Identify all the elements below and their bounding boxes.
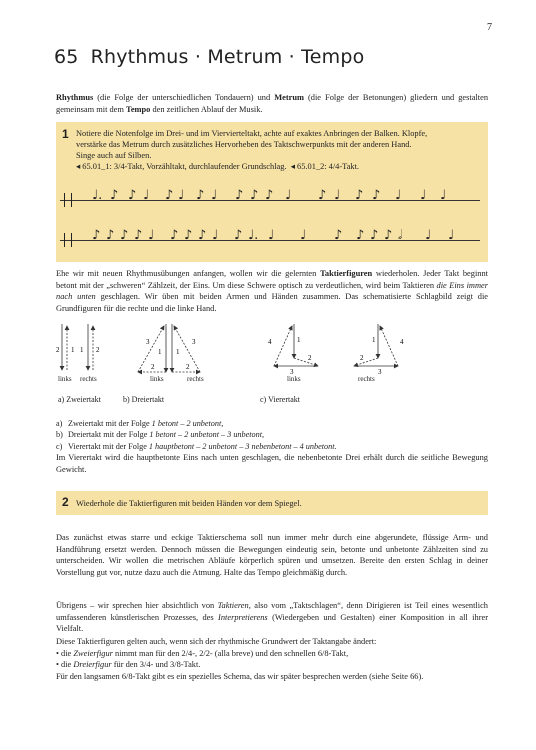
- intro-text-2: (die Folge der Betonungen) gliedern und gestalten gemeinsam mit dem: [56, 93, 489, 114]
- vierertakt-left-diagram: [268, 324, 318, 376]
- svg-text:1: 1: [71, 346, 75, 354]
- taktierfiguren-paragraph: Ehe wir mit neuen Rhythmusübungen anfangen, wollen wir die gelernten Taktierfiguren wiederholen. Jeder Takt beginnt betont mit der „schweren“ Zählzeit, der Eins. Um diese Schwere optisch zu verdeutlichen, wird beim Taktieren die Eins immer nach unten geschlagen. Wir üben mit beiden Armen und Händen zusammen. Das schematisierte Schlagbild zeigt die Grundfiguren für die rechte und die linke Hand.: [56, 269, 488, 313]
- vierertakt-paragraph: Im Vierertakt wird die hauptbetonte Eins nach unten geschlagen, die nebenbetonte Drei erhält durch die seitliche Bewegung Gewicht.: [56, 453, 488, 474]
- list-item: • die Dreierfigur für den 3/4- und 3/8-Takt.: [56, 660, 201, 670]
- conducting-diagrams: [56, 318, 488, 388]
- audio-reference-2[interactable]: ◂ 65.01_2: 4/4-Takt.: [290, 162, 360, 171]
- taktierschema-paragraph: Das zunächst etwas starre und eckige Taktierschema soll nun immer mehr durch eine abgerundete, flüssige Arm- und Handführung ersetzt werden. Dennoch müssen die Bewegungen eindeutig sein, betonte und unbetonte Zählzeiten sind zu unterscheiden. Wir wollen die metrischen Abläufe körperlich spüren und umsetzen. Bereite den ersten Schlag in deiner Vorstellung gut vor, nutze dazu auch die Atmung. Halte das Tempo gleichmäßig durch.: [56, 533, 488, 577]
- exercise-2-box: [56, 491, 488, 515]
- svg-text:2: 2: [56, 346, 60, 354]
- percussion-clef-icon: [64, 233, 72, 247]
- svg-text:2: 2: [186, 363, 190, 371]
- svg-text:4: 4: [400, 338, 404, 346]
- svg-text:3: 3: [192, 338, 196, 346]
- svg-text:3: 3: [290, 368, 294, 376]
- exercise-1-line: verstärke das Metrum durch zusätzliches Hervorheben des Taktschwerpunkts mit der anderen Hand.: [76, 140, 412, 149]
- term-rhythmus: Rhythmus: [56, 93, 94, 102]
- svg-text:2: 2: [151, 363, 155, 371]
- exercise-number: 2: [62, 495, 69, 509]
- label-rechts: rechts: [80, 375, 97, 383]
- term-metrum: Metrum: [274, 93, 304, 102]
- audio-reference-1[interactable]: ◂ 65.01_1: 3/4-Takt, Vorzähltakt, durchlaufender Grundschlag.: [76, 162, 287, 171]
- label-links: links: [287, 375, 301, 383]
- svg-text:2: 2: [96, 346, 100, 354]
- exercise-2-text: Wiederhole die Taktierfiguren mit beiden Händen vor dem Spiegel.: [76, 499, 302, 508]
- svg-text:1: 1: [297, 336, 301, 344]
- page-number: 7: [487, 22, 492, 33]
- chapter-number: 65: [54, 46, 79, 68]
- svg-text:2: 2: [308, 354, 312, 362]
- svg-text:1: 1: [372, 336, 376, 344]
- svg-text:4: 4: [268, 338, 272, 346]
- exercise-number: 1: [62, 127, 69, 141]
- svg-text:1: 1: [80, 346, 84, 354]
- caption-vierertakt: c) Vierertakt: [260, 395, 301, 404]
- intro-paragraph: [56, 92, 488, 115]
- percussion-clef-icon: [64, 193, 72, 207]
- exercise-1-text: [76, 128, 482, 172]
- list-item: b) Dreiertakt mit der Folge 1 betont – 2 unbetont – 3 unbetont,: [56, 430, 265, 440]
- svg-text:1: 1: [158, 348, 162, 356]
- label-rechts: rechts: [358, 375, 375, 383]
- caption-zweiertakt: a) Zweiertakt: [58, 395, 101, 404]
- intro-text-3: den zeitlichen Ablauf der Musik.: [150, 104, 263, 114]
- intro-text-1: (die Folge der unterschiedlichen Tondauern) und: [93, 93, 275, 102]
- dreiertakt-diagram: [138, 324, 200, 372]
- grundwert-paragraph: Diese Taktierfiguren gelten auch, wenn sich der rhythmische Grundwert der Taktangabe ändert: • die Zweierfigur nimmt man für den 2/4-, 2/2- (alla breve) und den schnellen 6/8-Takt, • die Dreierfigur für den 3/4- und 3/8-Takt. Für den langsamen 6/8-Takt gibt es ein spezielles Schema, das wir später besprechen werden (siehe Seite 66).: [56, 636, 488, 682]
- zweiertakt-diagram: [56, 324, 100, 370]
- exercise-1-line: Singe auch auf Silben.: [76, 151, 152, 160]
- list-item: a) Zweiertakt mit der Folge 1 betont – 2 unbetont,: [56, 419, 224, 428]
- exercise-1-line: Notiere die Notenfolge im Drei- und im Viervierteltakt, achte auf exaktes Anbringen der Balken. Klopfe,: [76, 129, 428, 138]
- list-item: • die Zweierfigur nimmt man für den 2/4-, 2/2- (alla breve) und den schnellen 6/8-Takt,: [56, 648, 349, 658]
- svg-text:2: 2: [360, 354, 364, 362]
- label-links: links: [58, 375, 72, 383]
- list-item: c) Vierertakt mit der Folge 1 hauptbetont – 2 unbetont – 3 nebenbetont – 4 unbetont.: [56, 441, 337, 451]
- label-rechts: rechts: [187, 375, 204, 383]
- svg-text:3: 3: [378, 368, 382, 376]
- chapter-title: Rhythmus · Metrum · Tempo: [90, 46, 365, 68]
- page-title: [54, 46, 364, 68]
- term-tempo: Tempo: [126, 104, 151, 114]
- taktieren-paragraph: Übrigens – wir sprechen hier absichtlich von Taktieren, also vom „Taktschlagen“, denn Dirigieren ist Teil eines wesentlich umfassenderen künstlerischen Prozesses, des Interpretierens (Wiedergeben und Gestalten) einer Komposition in all ihrer Vielfalt.: [56, 601, 488, 634]
- svg-text:3: 3: [146, 338, 150, 346]
- caption-dreiertakt: b) Dreiertakt: [123, 395, 165, 404]
- svg-text:1: 1: [176, 348, 180, 356]
- label-links: links: [150, 375, 164, 383]
- vierertakt-right-diagram: [354, 324, 404, 376]
- takt-list: [56, 418, 488, 452]
